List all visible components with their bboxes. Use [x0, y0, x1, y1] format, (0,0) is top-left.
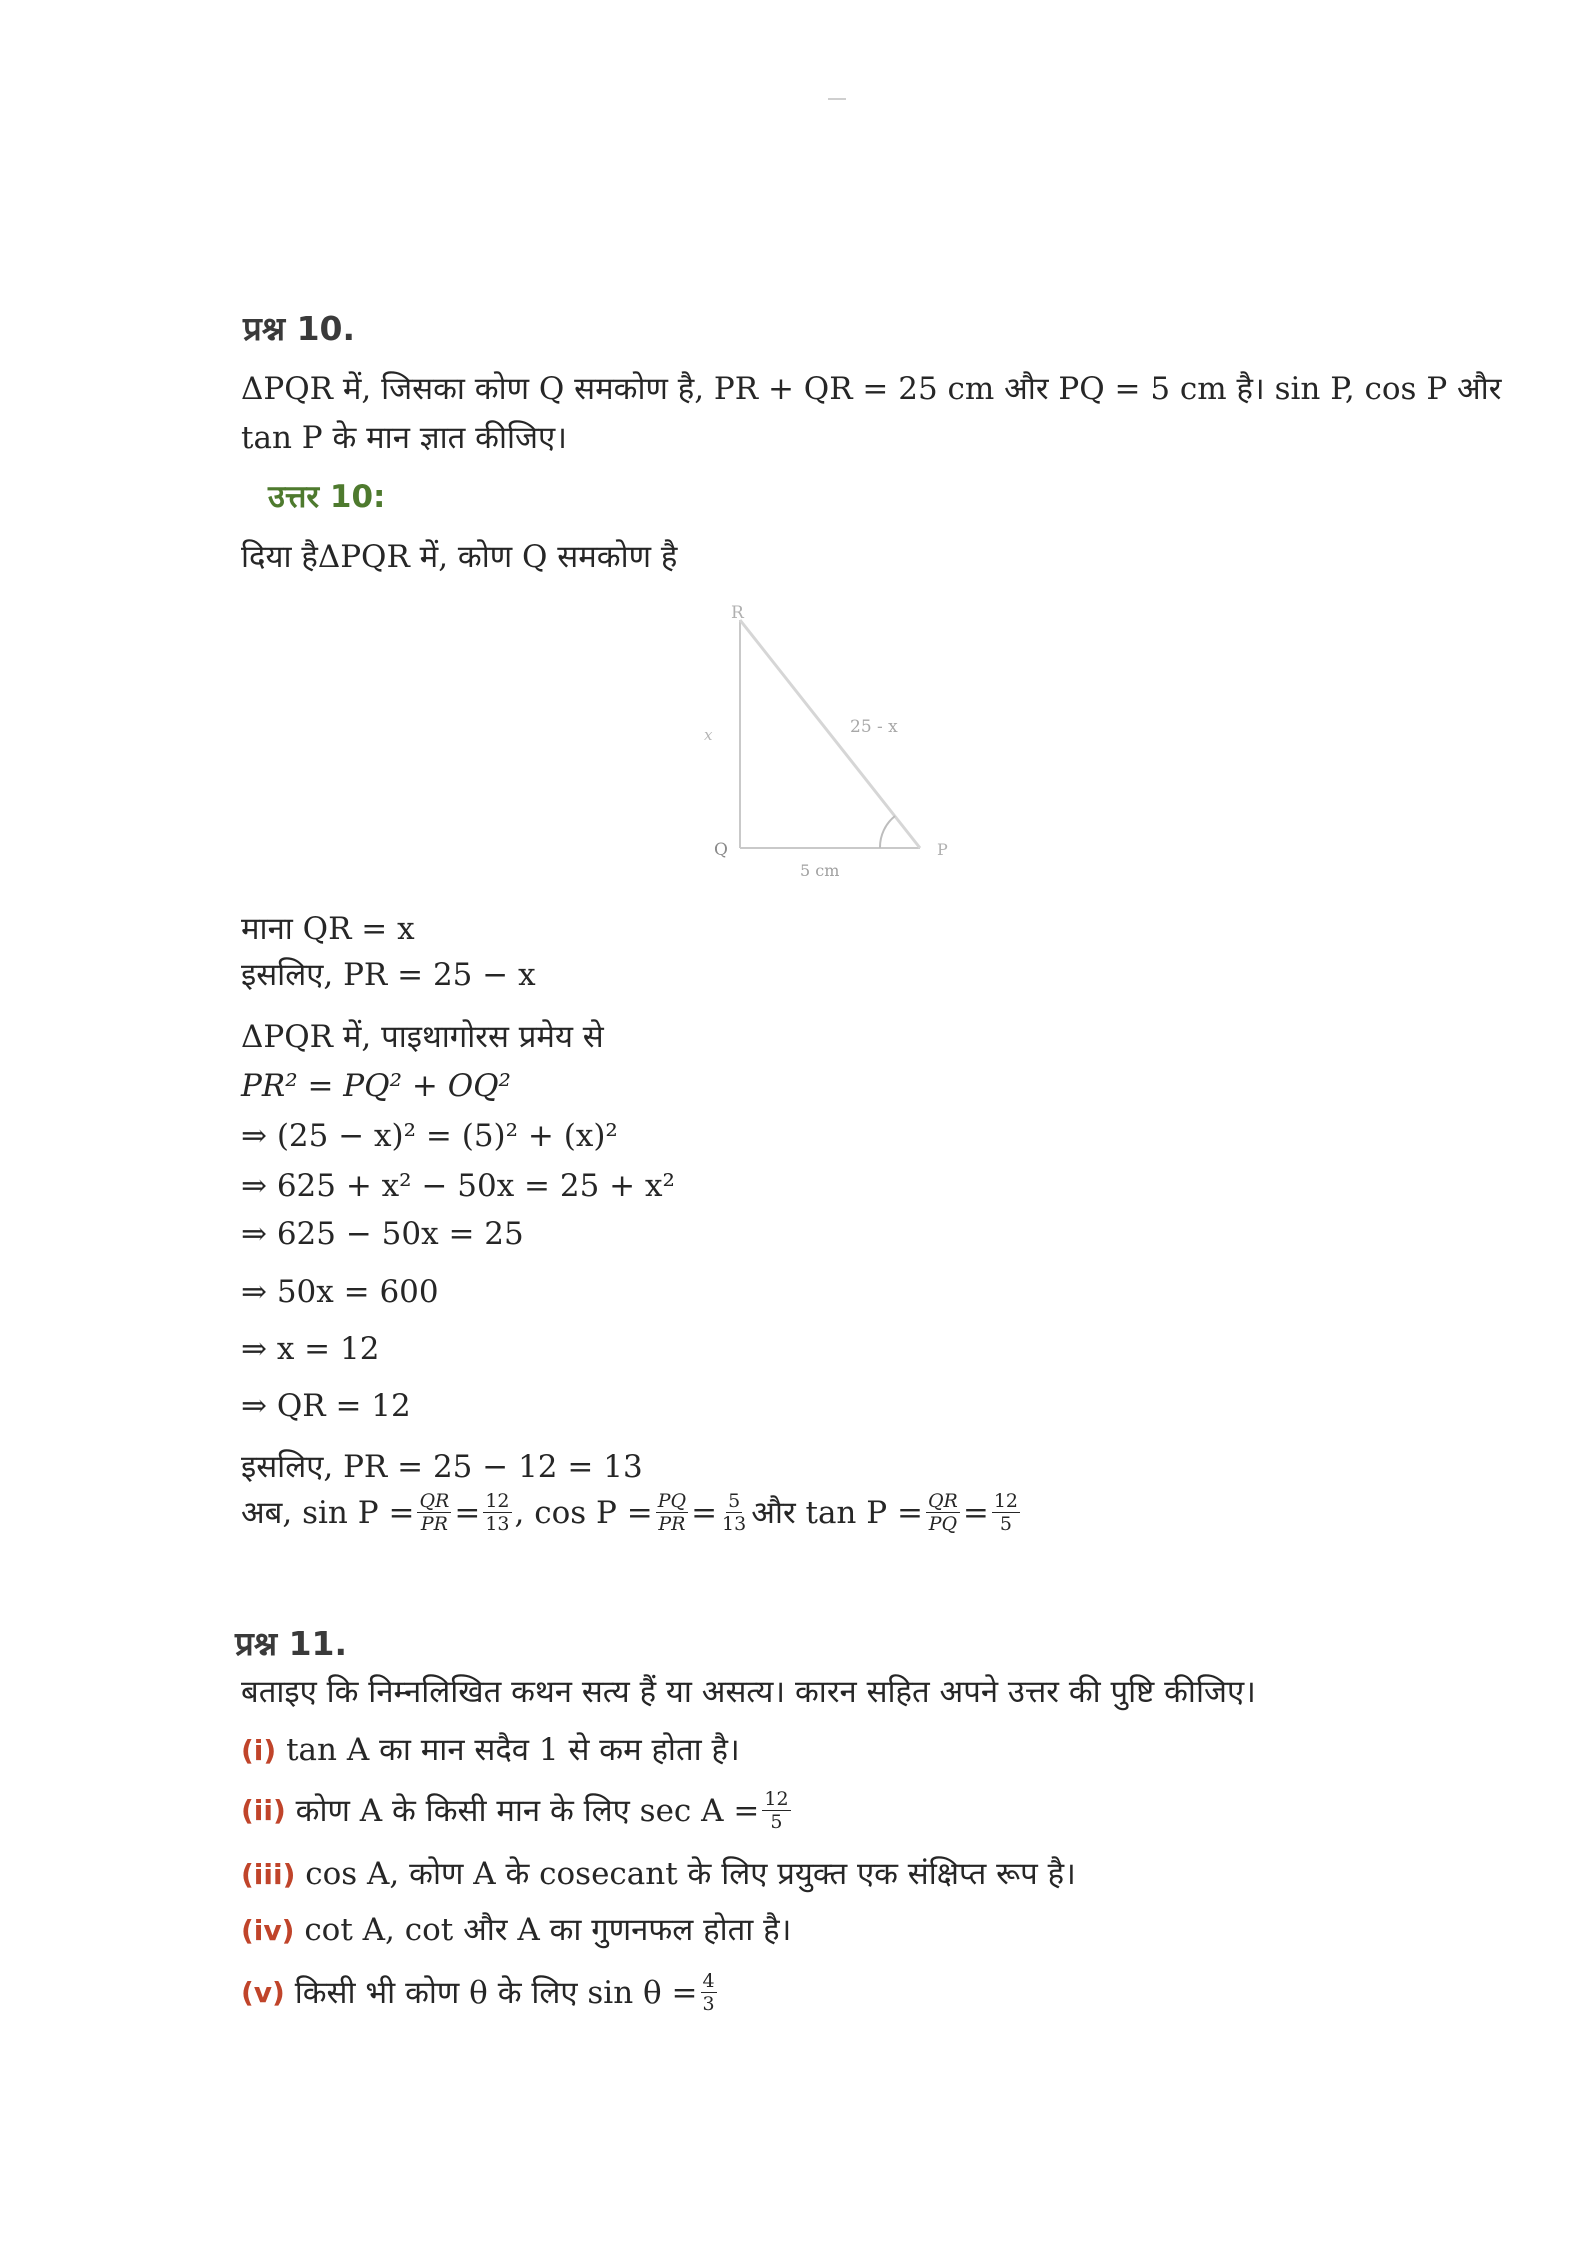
answer-step: माना QR = x — [241, 911, 415, 947]
fraction-denominator: 13 — [722, 1513, 747, 1535]
item-text: tan A का मान सदैव 1 से कम होता है। — [286, 1732, 740, 1768]
vertex-label-r: R — [731, 603, 744, 623]
fraction-12-5 — [762, 1788, 790, 1833]
equals-sign: = — [454, 1494, 481, 1531]
answer-step: ⇒ QR = 12 — [241, 1388, 411, 1424]
fraction-numerator: 5 — [728, 1490, 741, 1512]
list-item — [241, 1854, 1076, 1895]
equals-sign: = — [962, 1494, 989, 1531]
vertex-label-q: Q — [714, 840, 728, 860]
answer-final-line — [241, 1490, 1023, 1535]
fraction-12-5 — [992, 1490, 1020, 1535]
question-11-intro: बताइए कि निम्नलिखित कथन सत्य हैं या असत्य। कारन सहित अपने उत्तर की पुष्टि कीजिए। — [241, 1674, 1256, 1710]
fraction-denominator: PR — [658, 1513, 686, 1535]
side-label-25-minus-x: 25 - x — [850, 717, 898, 737]
question-10-text-line1: ΔPQR में, जिसका कोण Q समकोण है, PR + QR = 25 cm और PQ = 5 cm है। sin P, cos P और — [241, 371, 1502, 407]
list-item — [241, 1910, 791, 1951]
fraction-5-13 — [720, 1490, 748, 1535]
tan-label: और tan P = — [751, 1494, 923, 1531]
item-number: (i) — [241, 1734, 277, 1767]
question-10-text-line2: tan P के मान ज्ञात कीजिए। — [241, 420, 567, 456]
answer-step: ⇒ 625 − 50x = 25 — [241, 1216, 524, 1252]
side-label-5cm: 5 cm — [800, 861, 840, 880]
item-number: (iv) — [241, 1914, 295, 1947]
item-text: cot A, cot और A का गुणनफल होता है। — [304, 1912, 792, 1948]
fraction-12-13 — [483, 1490, 511, 1535]
fraction-numerator: 12 — [485, 1490, 510, 1512]
fraction-numerator: 12 — [993, 1490, 1018, 1512]
answer-step: इसलिए, PR = 25 − 12 = 13 — [241, 1449, 643, 1485]
vertex-label-p: P — [937, 840, 948, 859]
cos-label: , cos P = — [514, 1494, 653, 1531]
answer-step: ⇒ 625 + x² − 50x = 25 + x² — [241, 1168, 675, 1204]
item-number: (iii) — [241, 1858, 296, 1891]
fraction-qr-pq — [926, 1490, 960, 1535]
final-prefix: अब, sin P = — [241, 1494, 415, 1531]
list-item — [241, 1788, 794, 1833]
top-mark — [828, 98, 846, 100]
answer-step: ⇒ 50x = 600 — [241, 1274, 439, 1310]
answer-step: ⇒ (25 − x)² = (5)² + (x)² — [241, 1118, 618, 1154]
item-text: cos A, कोण A के cosecant के लिए प्रयुक्त एक संक्षिप्त रूप है। — [305, 1856, 1076, 1892]
question-11-heading: प्रश्न 11. — [235, 1624, 348, 1663]
list-item — [241, 1730, 740, 1771]
fraction-qr-pr — [417, 1490, 451, 1535]
fraction-denominator: PR — [420, 1513, 448, 1535]
item-number: (ii) — [241, 1793, 286, 1827]
fraction-numerator: 4 — [702, 1970, 715, 1992]
equals-sign: = — [691, 1494, 718, 1531]
fraction-denominator: 13 — [485, 1513, 510, 1535]
fraction-pq-pr — [656, 1490, 688, 1535]
fraction-4-3 — [701, 1970, 717, 2015]
fraction-numerator: QR — [927, 1490, 958, 1512]
fraction-numerator: QR — [419, 1490, 450, 1512]
answer-10-given: दिया हैΔPQR में, कोण Q समकोण है — [241, 539, 678, 575]
side-label-x: x — [704, 726, 713, 744]
answer-10-heading: उत्तर 10: — [268, 479, 386, 515]
list-item — [241, 1970, 720, 2015]
fraction-denominator: 3 — [702, 1993, 715, 2015]
fraction-denominator: 5 — [770, 1811, 783, 1833]
angle-p-arc — [880, 816, 895, 848]
answer-step: ⇒ x = 12 — [241, 1331, 380, 1367]
item-number: (v) — [241, 1975, 285, 2009]
fraction-denominator: PQ — [928, 1513, 958, 1535]
answer-step: PR² = PQ² + OQ² — [241, 1068, 511, 1104]
fraction-numerator: 12 — [764, 1788, 789, 1810]
answer-step: ΔPQR में, पाइथागोरस प्रमेय से — [241, 1019, 604, 1055]
fraction-numerator: PQ — [657, 1490, 687, 1512]
question-10-heading: प्रश्न 10. — [243, 309, 356, 348]
triangle-figure — [690, 600, 980, 890]
answer-step: इसलिए, PR = 25 − x — [241, 957, 536, 993]
item-text: किसी भी कोण θ के लिए sin θ = — [294, 1974, 698, 2011]
item-text: कोण A के किसी मान के लिए sec A = — [295, 1792, 760, 1829]
fraction-denominator: 5 — [999, 1513, 1012, 1535]
